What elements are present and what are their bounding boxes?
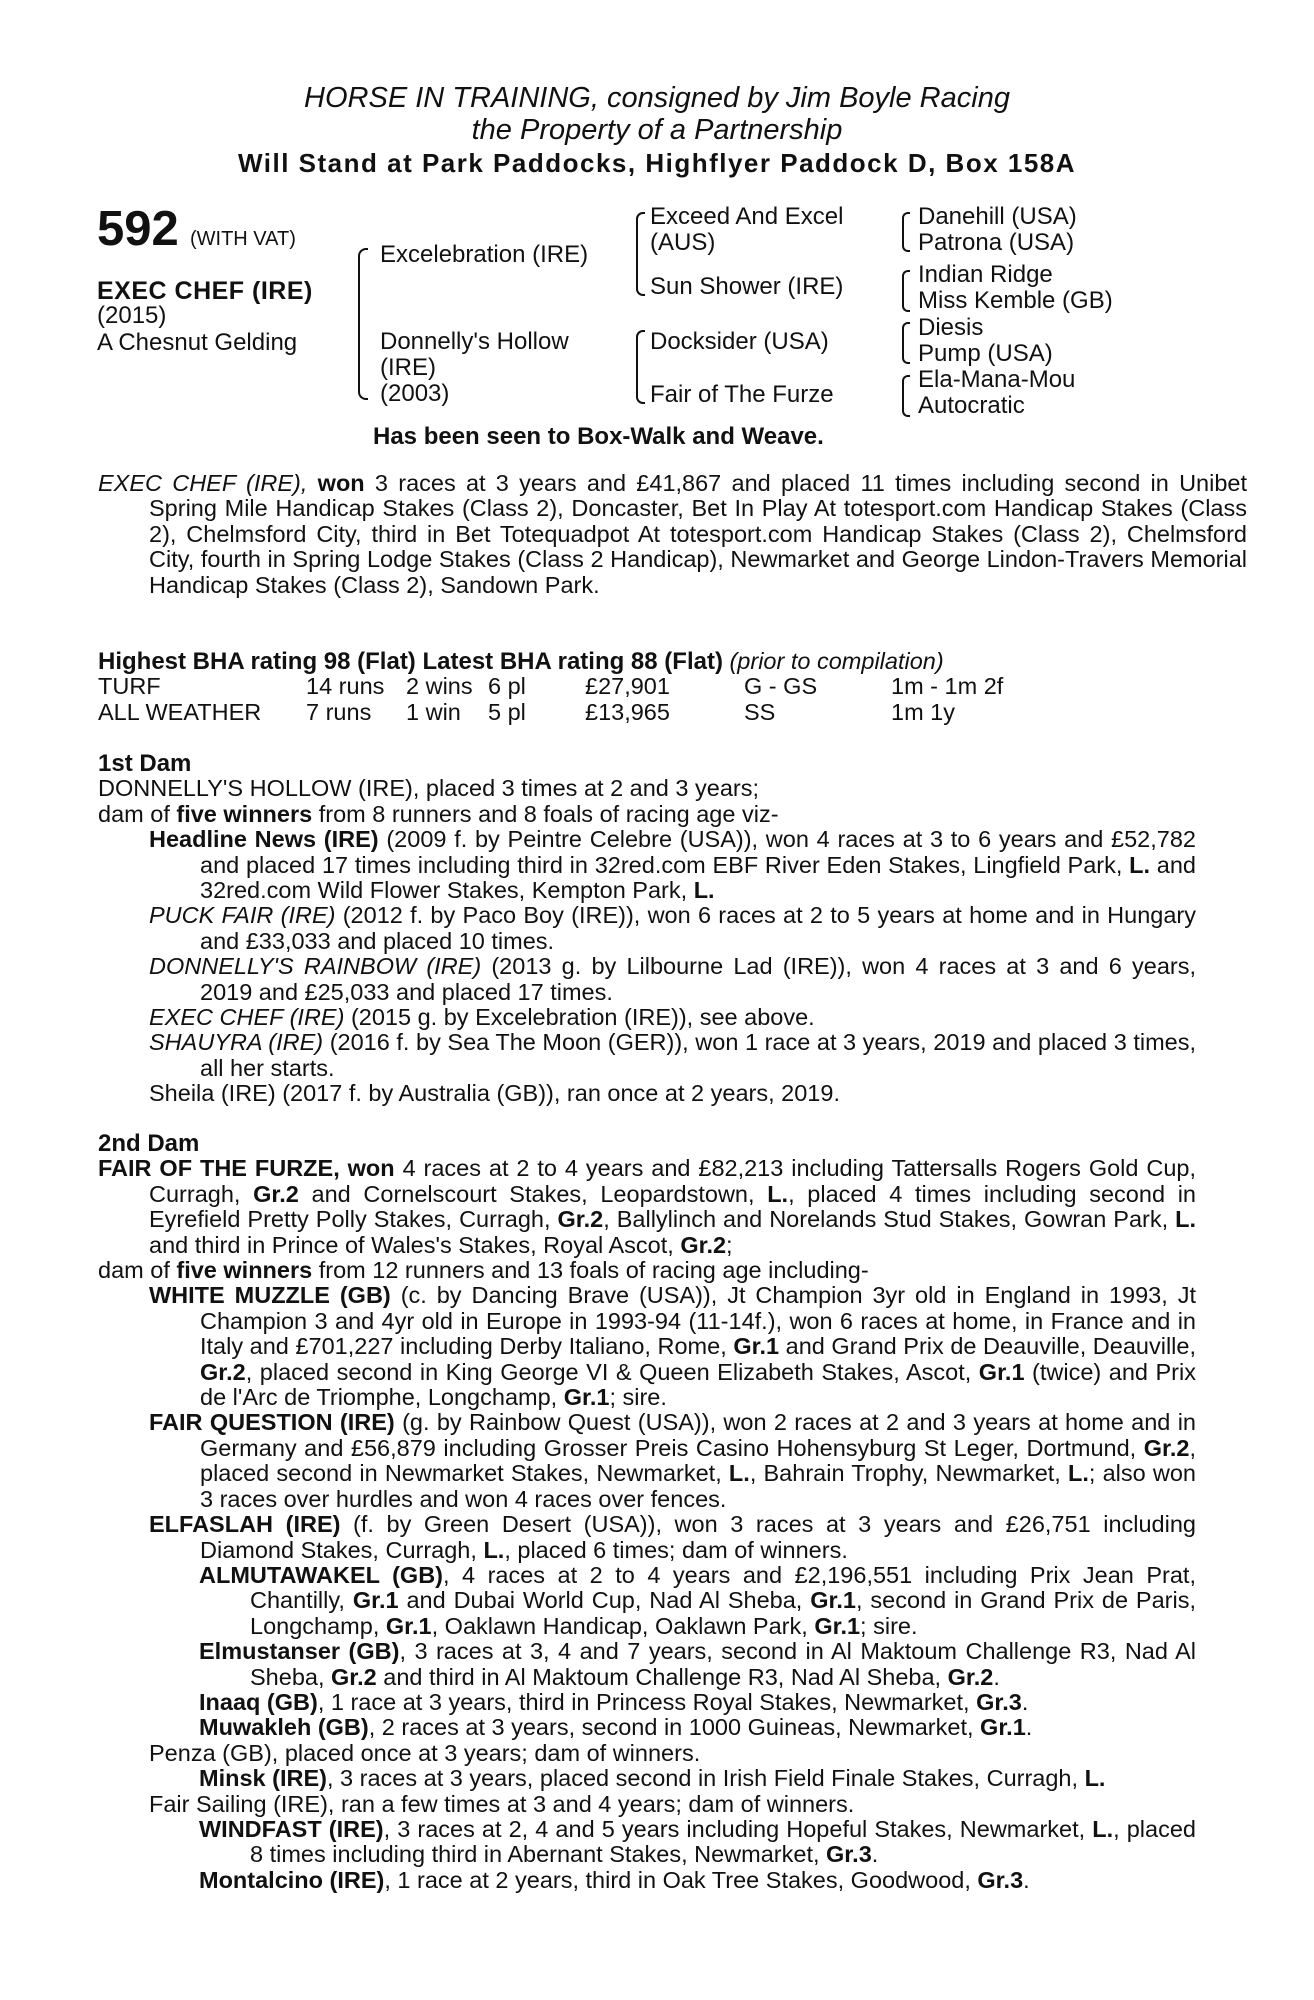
horse-name: EXEC CHEF (IRE) [97, 277, 313, 305]
ratings-table [98, 674, 1003, 725]
horse-foaled-year: (2015) [97, 302, 167, 329]
pedigree-g4: Miss Kemble (GB) [918, 287, 1113, 314]
pedigree-sire-sire-country: (AUS) [650, 229, 716, 256]
horse-description: A Chesnut Gelding [97, 329, 298, 356]
catalogue-header-consignor: HORSE IN TRAINING, consigned by Jim Boyle Racing [304, 82, 1010, 114]
produce-entry: Sheila (IRE) (2017 f. by Australia (GB)), ran once at 2 years, 2019. [149, 1080, 840, 1107]
ratings-going: SS [744, 698, 776, 725]
ratings-distance: 1m 1y [891, 698, 955, 725]
produce-entry: Minsk (IRE), 3 races at 3 years, placed second in Irish Field Finale Stakes, Curragh, L. [199, 1765, 1106, 1792]
race-summary [98, 471, 1247, 598]
pedigree-brace-g4 [902, 375, 910, 417]
produce-entry: ELFASLAH (IRE) (f. by Green Desert (USA)), won 3 races at 3 years and £26,751 including Diamond Stakes, Curragh, L., placed 6 times; dam of winners. [149, 1511, 1196, 1563]
produce-entry: Montalcino (IRE), 1 race at 2 years, third in Oak Tree Stakes, Goodwood, Gr.3. [199, 1866, 1030, 1893]
ratings-surface: TURF [98, 673, 161, 700]
second-dam-heading: 2nd Dam [98, 1130, 200, 1157]
ratings-row [98, 700, 1003, 725]
summary-horse-name: EXEC CHEF (IRE), [98, 470, 308, 496]
pedigree-g3: Indian Ridge [918, 261, 1053, 288]
pedigree-g8: Autocratic [918, 392, 1025, 419]
pedigree-sire: Excelebration (IRE) [380, 241, 589, 268]
produce-entry: WINDFAST (IRE), 3 races at 2, 4 and 5 years including Hopeful Stakes, Newmarket, L., placed 8 times including third in Abernant Stakes, Newmarket, Gr.3. [199, 1815, 1196, 1868]
first-dam-summary: DONNELLY'S HOLLOW (IRE), placed 3 times at 2 and 3 years; [98, 775, 759, 802]
ratings-prize: £13,965 [585, 698, 670, 725]
produce-entry: FAIR QUESTION (IRE) (g. by Rainbow Quest (USA)), won 2 races at 2 and 3 years at home and in Germany and £56,879 including Grosser Preis Casino Hohensyburg St Leger, Dortmund, Gr.2, placed second in Newmarket Stakes, Newmarket, L., Bahrain Trophy, Newmarket, L.; also won 3 races over hurdles and won 4 races over fences. [149, 1409, 1196, 1512]
pedigree-g6: Pump (USA) [918, 340, 1053, 367]
ratings-wins: 1 win [406, 698, 461, 725]
ratings-row [98, 674, 1003, 699]
summary-text: 3 races at 3 years and £41,867 and placed 11 times including second in Unibet Spring Mile Handicap Stakes (Class 2), Doncaster, Bet In Play At totesport.com Handicap Stakes (Class 2), Chelmsford City, third in Bet Totequadpot At totesport.com Handicap Stakes (Class 2), Chelmsford City, fourth in Spring Lodge Stakes (Class 2 Handicap), Newmarket and George Lindon-Travers Memorial Handicap Stakes (Class 2), Sandown Park. [149, 470, 1248, 598]
first-dam-produce-summary: dam of five winners from 8 runners and 8 foals of racing age viz- [98, 800, 779, 827]
pedigree-dam-sire: Docksider (USA) [650, 328, 829, 355]
second-dam-summary: FAIR OF THE FURZE, won 4 races at 2 to 4 years and £82,213 including Tattersalls Rogers Gold Cup, Curragh, Gr.2 and Cornelscourt Stakes, Leopardstown, L., placed 4 times including second in Eyrefield Pretty Polly Stakes, Curragh, Gr.2, Ballylinch and Norelands Stud Stakes, Gowran Park, L. and third in Prince of Wales's Stakes, Royal Ascot, Gr.2; [98, 1155, 1197, 1258]
ratings-note: (prior to compilation) [729, 648, 944, 674]
produce-entry: Penza (GB), placed once at 3 years; dam of winners. [149, 1739, 701, 1766]
vat-note: (WITH VAT) [190, 228, 296, 250]
lot-number: 592 [97, 202, 179, 256]
pedigree-brace-dam [636, 330, 645, 404]
pedigree-sire-sire: Exceed And Excel [650, 203, 844, 230]
produce-entry: Fair Sailing (IRE), ran a few times at 3 and 4 years; dam of winners. [149, 1790, 855, 1817]
ratings-runs: 14 runs [306, 673, 385, 700]
ratings-going: G - GS [744, 673, 818, 700]
ratings-runs: 7 runs [306, 698, 372, 725]
pedigree-brace-g2 [902, 270, 910, 312]
ratings-placed: 5 pl [488, 698, 526, 725]
ratings-wins: 2 wins [406, 673, 473, 700]
summary-won: won [317, 470, 365, 496]
pedigree-brace-g1 [902, 212, 910, 252]
produce-entry: WHITE MUZZLE (GB) (c. by Dancing Brave (USA)), Jt Champion 3yr old in England in 1993, Jt Champion 3 and 4yr old in Europe in 1993-94 (11-14f.), won 6 races at home, in France and in Italy and £701,227 including Derby Italiano, Rome, Gr.1 and Grand Prix de Deauville, Deauville, Gr.2, placed second in King George VI & Queen Elizabeth Stakes, Ascot, Gr.1 (twice) and Prix de l'Arc de Triomphe, Longchamp, Gr.1; sire. [149, 1282, 1196, 1411]
pedigree-dam: Donnelly's Hollow [380, 328, 569, 355]
produce-entry: DONNELLY'S RAINBOW (IRE) (2013 g. by Lilbourne Lad (IRE)), won 4 races at 3 and 6 years, 2019 and £25,033 and placed 17 times. [149, 953, 1196, 1005]
pedigree-dam-dam: Fair of The Furze [650, 381, 834, 408]
pedigree-g5: Diesis [918, 314, 984, 341]
ratings-placed: 6 pl [488, 673, 526, 700]
catalogue-header-location: Will Stand at Park Paddocks, Highflyer Paddock D, Box 158A [237, 148, 1077, 178]
second-dam-section [98, 1131, 1196, 1893]
first-dam-section [98, 751, 1196, 1107]
pedigree-brace-sire [636, 212, 645, 296]
produce-entry: PUCK FAIR (IRE) (2012 f. by Paco Boy (IRE)), won 6 races at 2 to 5 years at home and in Hungary and £33,033 and placed 10 times. [149, 902, 1196, 954]
pedigree-g1: Danehill (USA) [918, 203, 1077, 230]
produce-entry: SHAUYRA (IRE) (2016 f. by Sea The Moon (GER)), won 1 race at 3 years, 2019 and placed 3 times, all her starts. [149, 1029, 1197, 1081]
vice-note: Has been seen to Box-Walk and Weave. [373, 423, 824, 450]
ratings-surface: ALL WEATHER [98, 698, 262, 725]
produce-entry: EXEC CHEF (IRE) (2015 g. by Excelebration (IRE)), see above. [149, 1004, 815, 1031]
pedigree-dam-country: (IRE) [380, 354, 436, 381]
produce-entry: Inaaq (GB), 1 race at 3 years, third in Princess Royal Stakes, Newmarket, Gr.3. [199, 1688, 1029, 1715]
pedigree-brace-g3 [902, 322, 910, 364]
produce-entry: Elmustanser (GB), 3 races at 3, 4 and 7 years, second in Al Maktoum Challenge R3, Nad Al Sheba, Gr.2 and third in Al Maktoum Challenge R3, Nad Al Sheba, Gr.2. [199, 1638, 1196, 1690]
produce-entry: Headline News (IRE) (2009 f. by Peintre Celebre (USA)), won 4 races at 3 to 6 years and £52,782 and placed 17 times including third in 32red.com EBF River Eden Stakes, Lingfield Park, L. and 32red.com Wild Flower Stakes, Kempton Park, L. [149, 826, 1196, 904]
catalogue-header-property: the Property of a Partnership [471, 114, 843, 146]
pedigree-g7: Ela-Mana-Mou [918, 366, 1076, 393]
produce-entry: ALMUTAWAKEL (GB), 4 races at 2 to 4 years and £2,196,551 including Prix Jean Prat, Chantilly, Gr.1 and Dubai World Cup, Nad Al Sheba, Gr.1, second in Grand Prix de Paris, Longchamp, Gr.1, Oaklawn Handicap, Oaklawn Park, Gr.1; sire. [199, 1561, 1196, 1639]
ratings-prize: £27,901 [585, 673, 670, 700]
pedigree-sire-dam: Sun Shower (IRE) [650, 273, 844, 300]
pedigree-g2: Patrona (USA) [918, 229, 1075, 256]
ratings-distance: 1m - 1m 2f [891, 673, 1004, 700]
pedigree-dam-year: (2003) [380, 380, 450, 407]
ratings-heading: Highest BHA rating 98 (Flat) Latest BHA rating 88 (Flat) [98, 648, 723, 675]
produce-entry: Muwakleh (GB), 2 races at 3 years, second in 1000 Guineas, Newmarket, Gr.1. [199, 1714, 1033, 1741]
pedigree-brace-main [358, 248, 368, 400]
first-dam-heading: 1st Dam [98, 750, 192, 777]
ratings-block [98, 649, 1196, 725]
second-dam-produce-summary: dam of five winners from 12 runners and 13 foals of racing age including- [98, 1257, 869, 1284]
